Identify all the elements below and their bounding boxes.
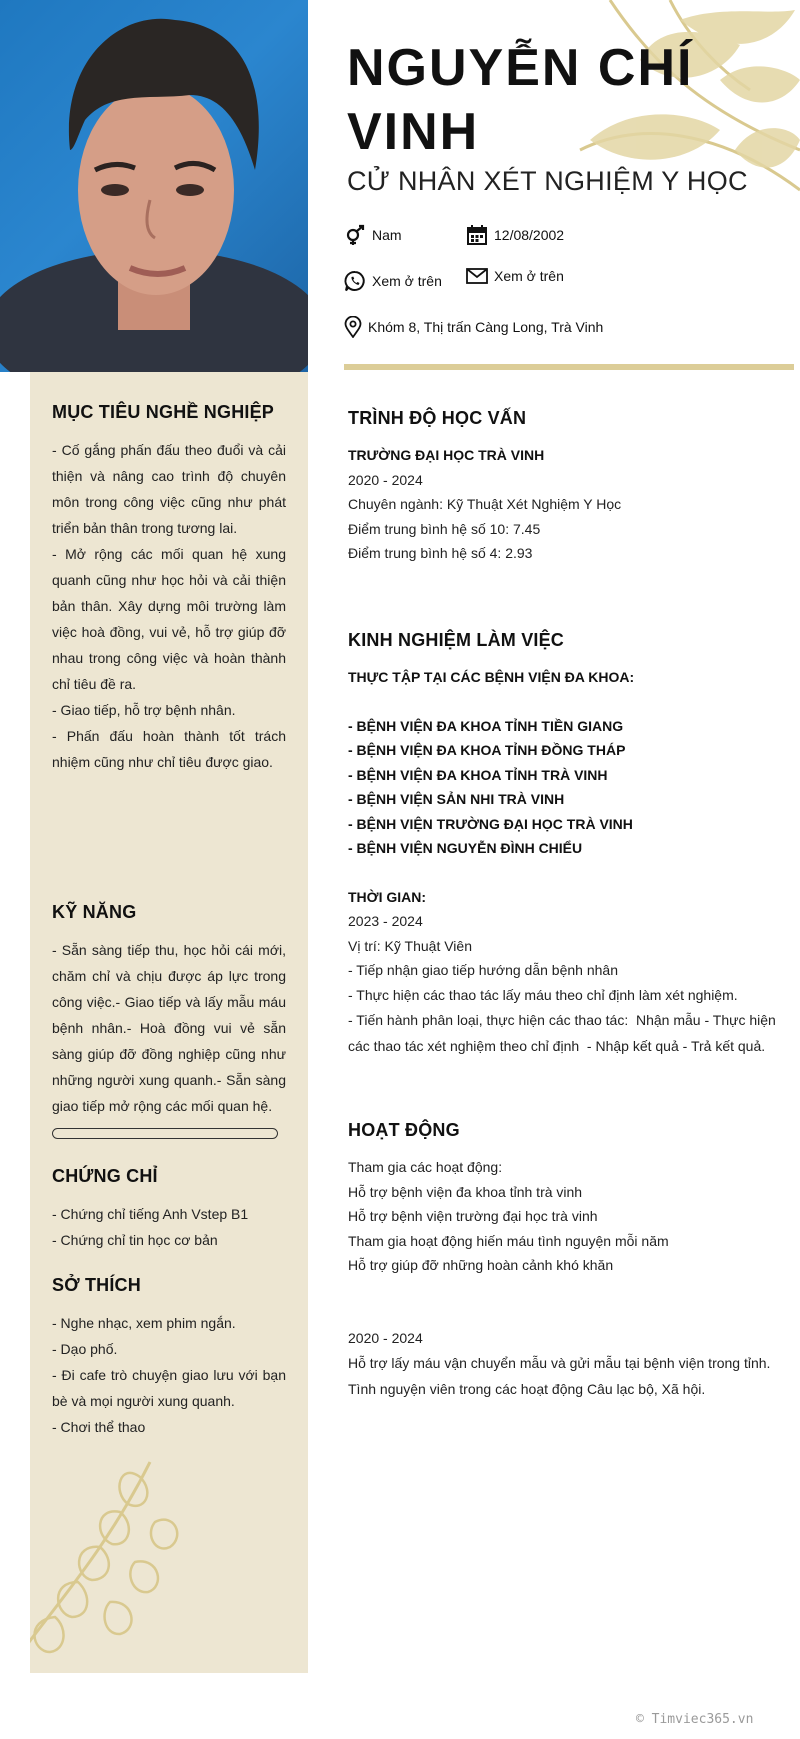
skills-heading: KỸ NĂNG [52,902,137,922]
activity-detail: Tình nguyện viên trong các hoạt động Câu lạc bộ, Xã hội. [348,1381,706,1397]
activities-period: 2020 - 2024 [348,1329,423,1346]
education-period: 2020 - 2024 [348,471,423,488]
experience-intro: THỰC TẬP TẠI CÁC BỆNH VIỆN ĐA KHOA: [348,669,635,685]
school-name: TRƯỜNG ĐẠI HỌC TRÀ VINH [348,447,545,463]
education-major: Chuyên ngành: Kỹ Thuật Xét Nghiệm Y Học [348,496,622,512]
activities-section [348,1120,788,1402]
sidebar [30,372,308,1673]
activities-heading: HOẠT ĐỘNG [348,1120,460,1140]
hospital-item: - BỆNH VIỆN ĐA KHOA TỈNH TIỀN GIANG [348,717,624,734]
hospital-item: - BỆNH VIỆN ĐA KHOA TỈNH ĐỒNG THÁP [348,742,626,758]
mail-icon [466,267,488,285]
duty-item: - Tiến hành phân loại, thực hiện các thao tác: Nhận mẫu - Thực hiện các thao tác xét nghiệm theo chỉ định - Nhập kết quả - Trả kết quả. [348,1012,780,1054]
career-objective-line: - Cố gắng phấn đấu theo đuổi và cải thiện và nâng cao trình độ chuyên môn trong công việc cũng như phát triển bản thân trong tương lai. [52,442,286,536]
contact-email[interactable] [466,267,564,285]
activity-item: Hỗ trợ giúp đỡ những hoàn cảnh khó khăn [348,1257,614,1273]
certificates-heading: CHỨNG CHỈ [52,1166,158,1186]
hobby-item: - Đi cafe trò chuyện giao lưu với bạn bè và mọi người xung quanh. [52,1367,286,1409]
hobby-item: - Dạo phố. [52,1341,118,1357]
skill-bar [52,1128,278,1139]
gender-icon [344,224,366,246]
certificate-item: - Chứng chỉ tin học cơ bản [52,1232,218,1248]
career-objective-line: - Giao tiếp, hỗ trợ bệnh nhân. [52,702,236,718]
contact-address [344,316,603,338]
candidate-title: CỬ NHÂN XÉT NGHIỆM Y HỌC [347,166,748,196]
education-heading: TRÌNH ĐỘ HỌC VẤN [348,408,527,428]
education-section [348,408,788,566]
education-gpa4: Điểm trung bình hệ số 4: 2.93 [348,545,533,561]
duty-item: - Tiếp nhận giao tiếp hướng dẫn bệnh nhân [348,962,618,978]
career-objective-section [52,402,286,775]
profile-photo [0,0,308,372]
experience-heading: KINH NGHIỆM LÀM VIỆC [348,630,565,650]
certificates-section [52,1166,286,1253]
activity-item: Hỗ trợ bệnh viện đa khoa tỉnh trà vinh [348,1183,583,1200]
hospital-item: - BỆNH VIỆN ĐA KHOA TỈNH TRÀ VINH [348,766,608,783]
skills-section [52,902,286,1119]
hospital-item: - BỆNH VIỆN NGUYỄN ĐÌNH CHIỂU [348,840,583,856]
birthdate-value: 12/08/2002 [494,227,565,243]
duty-item: - Thực hiện các thao tác lấy máu theo chỉ định làm xét nghiệm. [348,986,738,1003]
certificate-item: - Chứng chỉ tiếng Anh Vstep B1 [52,1206,249,1222]
phone-value: Xem ở trên [372,273,442,289]
career-objective-line: - Mở rộng các mối quan hệ xung quanh cũng như học hỏi và cải thiện bản thân. Xây dựng môi trường làm việc hoà đồng, vui vẻ, hỗ trợ giúp đỡ nhau trong công việc và hoàn thành chỉ tiêu đề ra. [52,546,286,692]
header-divider [344,364,794,370]
gender-value: Nam [372,227,402,243]
leaf-decoration-bottom [30,1452,200,1673]
hobby-item: - Nghe nhạc, xem phim ngắn. [52,1315,236,1331]
hobby-item: - Chơi thể thao [52,1419,146,1435]
candidate-name: NGUYỄN CHÍ VINH [347,39,694,161]
hospital-item: - BỆNH VIỆN TRƯỜNG ĐẠI HỌC TRÀ VINH [348,815,633,832]
experience-section [348,630,788,1059]
calendar-icon [466,224,488,246]
contact-phone[interactable] [344,270,442,292]
experience-position: Vị trí: Kỹ Thuật Viên [348,937,472,954]
hobbies-section [52,1275,286,1440]
skills-text: - Sẵn sàng tiếp thu, học hỏi cái mới, chăm chỉ và chịu được áp lực trong công việc.- Giao tiếp và lấy mẫu máu bệnh nhân.- Hoà đồng vui vẻ sẵn sàng giúp đỡ đồng nghiệp cũng như những người xung quanh.- Sẵn sàng giao tiếp mở rộng các mối quan hệ. [52,942,286,1114]
location-pin-icon [344,316,362,338]
address-value: Khóm 8, Thị trấn Càng Long, Trà Vinh [368,319,604,335]
experience-period: 2023 - 2024 [348,913,423,929]
whatsapp-icon [344,270,366,292]
experience-time-label: THỜI GIAN: [348,888,427,905]
watermark: © Timviec365.vn [636,1712,754,1727]
contact-birthdate [466,224,564,246]
activity-detail: Hỗ trợ lấy máu vận chuyển mẫu và gửi mẫu tại bệnh viện trong tỉnh. [348,1355,771,1371]
hobbies-heading: SỞ THÍCH [52,1275,141,1295]
hospital-item: - BỆNH VIỆN SẢN NHI TRÀ VINH [348,791,565,807]
education-gpa10: Điểm trung bình hệ số 10: 7.45 [348,520,541,537]
contact-gender [344,224,402,246]
activity-item: Hỗ trợ bệnh viện trường đại học trà vinh [348,1208,598,1224]
activities-intro: Tham gia các hoạt động: [348,1159,503,1175]
career-objective-line: - Phấn đấu hoàn thành tốt trách nhiệm cũng như chỉ tiêu được giao. [52,728,286,770]
activity-item: Tham gia hoạt động hiến máu tình nguyện mỗi năm [348,1232,669,1249]
career-objective-heading: MỤC TIÊU NGHỀ NGHIỆP [52,402,275,422]
email-value: Xem ở trên [494,268,564,284]
